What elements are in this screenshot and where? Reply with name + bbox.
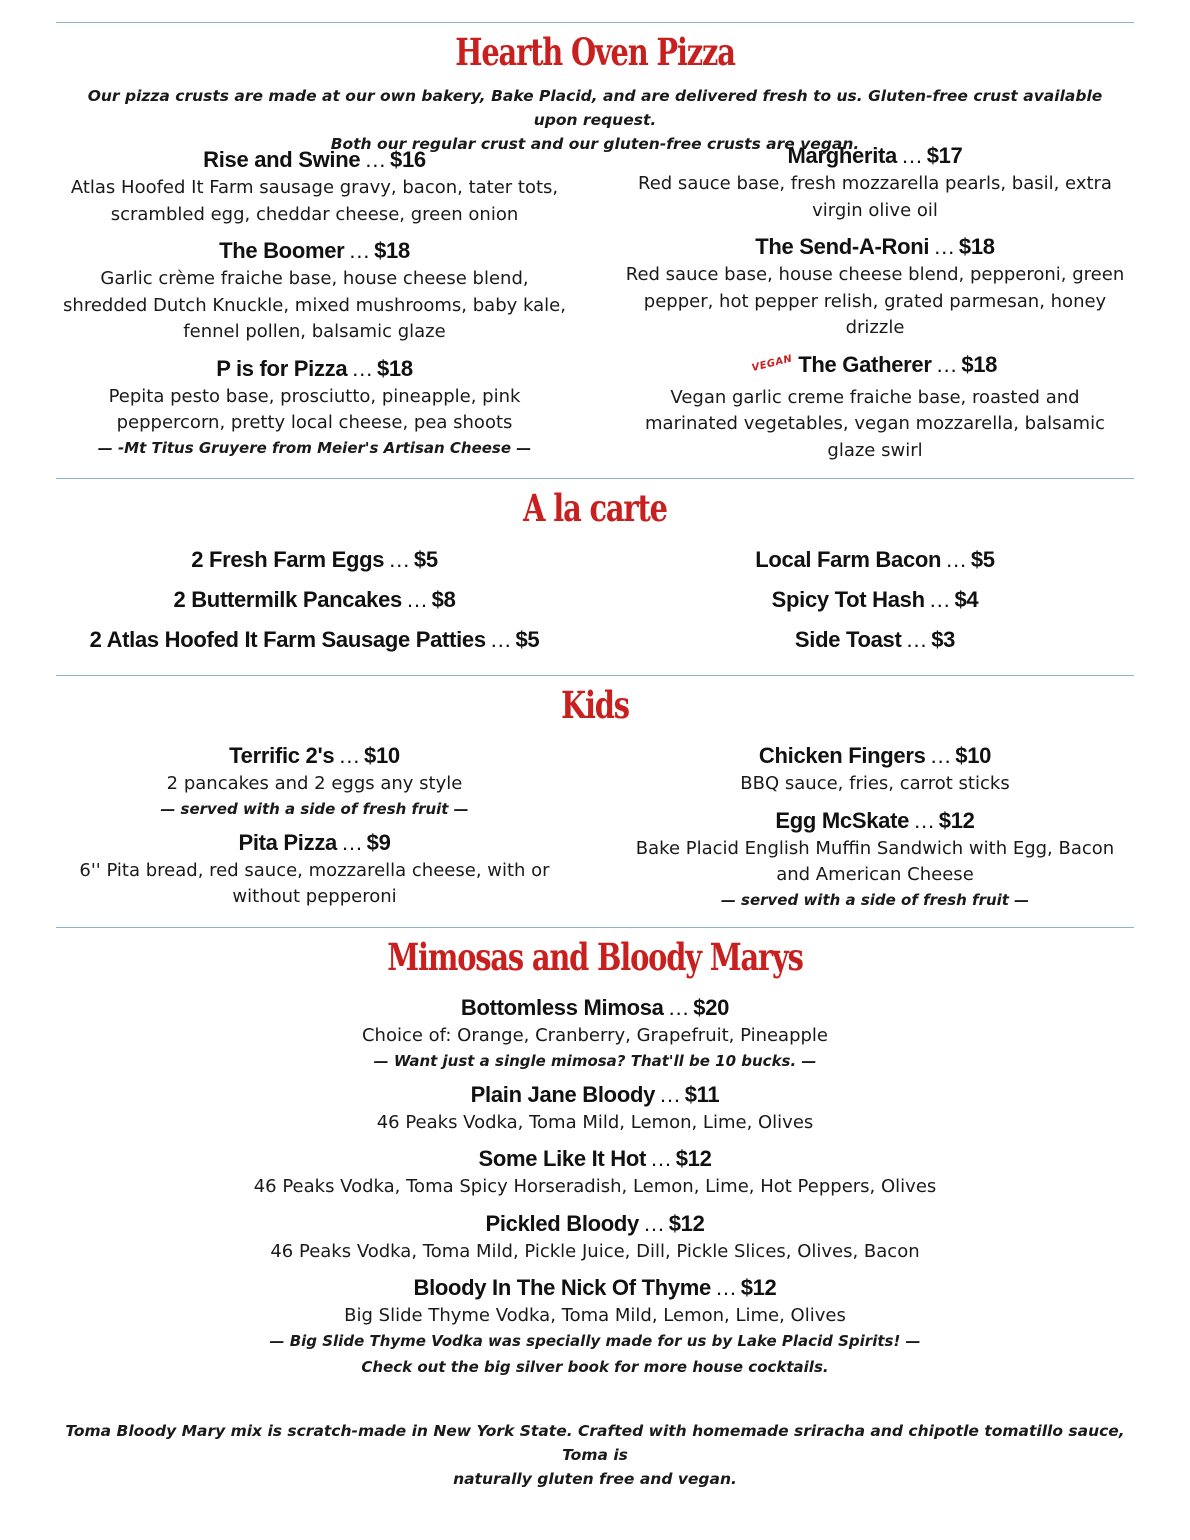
item-name: Plain Jane Bloody: [470, 1081, 656, 1107]
section-title-kids: Kids: [561, 683, 629, 727]
alacarte-item: [625, 540, 1125, 580]
item-price: $8: [431, 587, 456, 612]
section-title-pizza: Hearth Oven Pizza: [455, 30, 735, 74]
menu-item: [60, 1273, 1130, 1378]
price-separator: …: [650, 1146, 672, 1171]
item-description: Vegan garlic creme fraiche base, roasted and marinated vegetables, vegan mozzarella, balsamic glaze swirl: [645, 386, 1105, 461]
menu-item: [625, 350, 1125, 465]
price-separator: …: [928, 587, 951, 612]
item-description: 6'' Pita bread, red sauce, mozzarella cheese, with or without pepperoni: [79, 859, 550, 907]
divider: [56, 675, 1134, 676]
item-name: Rise and Swine: [203, 147, 361, 172]
item-name: Terrific 2's: [229, 743, 335, 768]
item-note: — Want just a single mimosa? That'll be 10 bucks. —: [373, 1051, 817, 1070]
item-name: Side Toast: [794, 627, 902, 652]
alacarte-item: [62, 620, 567, 660]
divider: [56, 478, 1134, 479]
divider: [56, 927, 1134, 928]
price-separator: …: [348, 238, 371, 263]
price-separator: …: [935, 351, 958, 377]
item-description: Big Slide Thyme Vodka, Toma Mild, Lemon, Lime, Olives: [344, 1305, 846, 1326]
price-separator: …: [945, 547, 967, 572]
item-description: Bake Placid English Muffin Sandwich with Egg, Bacon and American Cheese: [635, 837, 1115, 885]
item-name: 2 Atlas Hoofed It Farm Sausage Patties: [89, 627, 486, 652]
item-price: $12: [938, 807, 975, 833]
section-title-drinks: Mimosas and Bloody Marys: [387, 935, 803, 979]
price-separator: …: [659, 1081, 681, 1107]
footnote-line1: Toma Bloody Mary mix is scratch-made in New York State. Crafted with homemade sriracha and chipotle tomatillo sauce, Toma is: [65, 1422, 1125, 1464]
pizza-intro-line1: Our pizza crusts are made at our own bakery, Bake Placid, and are delivered fresh to us. Gluten-free crust available upon request.: [87, 87, 1103, 129]
menu-item: [625, 806, 1125, 911]
item-price: $11: [684, 1081, 720, 1107]
price-separator: …: [933, 234, 955, 259]
toma-footnote: [60, 1419, 1130, 1491]
price-separator: …: [364, 147, 387, 172]
item-name: Margherita: [787, 143, 897, 168]
item-description: Atlas Hoofed It Farm sausage gravy, bacon, tater tots, scrambled egg, cheddar cheese, green onion: [70, 177, 559, 225]
menu-item: [62, 145, 567, 228]
item-price: $10: [955, 743, 992, 768]
item-price: $18: [374, 238, 410, 263]
price-separator: …: [913, 807, 935, 833]
item-price: $10: [364, 743, 400, 768]
price-separator: …: [714, 1275, 737, 1300]
alacarte-item: [625, 620, 1125, 660]
price-separator: …: [388, 547, 410, 572]
menu-item: [62, 236, 567, 346]
item-name: Bloody In The Nick Of Thyme: [413, 1275, 711, 1300]
item-name: The Boomer: [219, 238, 345, 263]
item-price: $18: [961, 351, 998, 377]
item-name: The Gatherer: [798, 351, 932, 377]
item-name: 2 Fresh Farm Eggs: [191, 547, 385, 572]
item-description: Garlic crème fraiche base, house cheese blend, shredded Dutch Knuckle, mixed mushrooms, baby kale, fennel pollen, balsamic glaze: [63, 268, 566, 342]
price-separator: …: [643, 1210, 665, 1236]
item-description: BBQ sauce, fries, carrot sticks: [740, 773, 1010, 794]
item-price: $12: [675, 1146, 712, 1171]
item-name: Some Like It Hot: [478, 1146, 647, 1171]
item-price: $17: [926, 143, 963, 168]
kids-left-column: [62, 741, 567, 919]
price-separator: …: [405, 587, 428, 612]
item-note: — Big Slide Thyme Vodka was specially made for us by Lake Placid Spirits! —: [269, 1331, 921, 1350]
menu-item: [60, 1080, 1130, 1137]
item-name: 2 Buttermilk Pancakes: [173, 587, 402, 612]
item-price: $4: [954, 587, 979, 612]
item-price: $12: [740, 1275, 777, 1300]
pizza-right-column: [625, 141, 1125, 472]
item-note: — served with a side of fresh fruit —: [720, 890, 1030, 909]
price-separator: …: [338, 743, 361, 768]
item-price: $18: [958, 234, 995, 259]
item-description: 46 Peaks Vodka, Toma Mild, Pickle Juice, Dill, Pickle Slices, Olives, Bacon: [270, 1240, 920, 1262]
price-separator: …: [667, 995, 690, 1020]
divider: [56, 22, 1134, 23]
footnote-line2: naturally gluten free and vegan.: [453, 1470, 737, 1488]
item-description: 46 Peaks Vodka, Toma Spicy Horseradish, Lemon, Lime, Hot Peppers, Olives: [253, 1176, 937, 1197]
item-price: $5: [970, 547, 995, 572]
menu-item: [625, 141, 1125, 224]
item-price: $9: [366, 829, 391, 855]
item-description: Pepita pesto base, prosciutto, pineapple, pink peppercorn, pretty local cheese, pea shoots: [108, 385, 521, 433]
menu-item: [62, 828, 567, 911]
item-name: The Send-A-Roni: [755, 234, 930, 259]
item-price: $18: [377, 355, 413, 381]
item-price: $12: [668, 1210, 705, 1236]
pizza-intro-line2: Both our regular crust and our gluten-free crusts are vegan.: [330, 135, 860, 153]
pizza-left-column: [62, 145, 567, 467]
price-separator: …: [489, 627, 512, 652]
item-name: Chicken Fingers: [758, 743, 926, 768]
alacarte-item: [625, 580, 1125, 620]
item-name: Spicy Tot Hash: [771, 587, 925, 612]
price-separator: …: [905, 627, 928, 652]
menu-item: [60, 1209, 1130, 1266]
alacarte-left-column: [62, 540, 567, 660]
item-name: Egg McSkate: [775, 807, 910, 833]
alacarte-item: [62, 540, 567, 580]
item-description: Red sauce base, fresh mozzarella pearls, basil, extra virgin olive oil: [638, 173, 1112, 221]
item-description: Choice of: Orange, Cranberry, Grapefruit, Pineapple: [361, 1025, 829, 1046]
item-note: — served with a side of fresh fruit —: [160, 799, 469, 818]
item-name: Pita Pizza: [238, 829, 337, 855]
drinks-list: [60, 993, 1130, 1386]
price-separator: …: [351, 355, 373, 381]
menu-item: [60, 1144, 1130, 1201]
alacarte-item: [62, 580, 567, 620]
item-price: $20: [693, 995, 730, 1020]
alacarte-right-column: [625, 540, 1125, 660]
section-title-alacarte: A la carte: [523, 486, 667, 530]
menu-item: [62, 354, 567, 459]
item-price: $16: [390, 147, 426, 172]
price-separator: …: [900, 143, 923, 168]
item-description: 2 pancakes and 2 eggs any style: [166, 773, 463, 794]
item-note: — -Mt Titus Gruyere from Meier's Artisan Cheese —: [97, 438, 532, 457]
menu-item: [60, 993, 1130, 1072]
item-name: Local Farm Bacon: [755, 547, 942, 572]
item-price: $3: [931, 627, 956, 652]
item-description: Red sauce base, house cheese blend, pepperoni, green pepper, hot pepper relish, grated parmesan, honey drizzle: [625, 264, 1125, 338]
item-price: $5: [515, 627, 540, 652]
menu-item: [625, 232, 1125, 342]
item-price: $5: [413, 547, 438, 572]
item-description: 46 Peaks Vodka, Toma Mild, Lemon, Lime, Olives: [376, 1111, 814, 1133]
menu-item: [62, 741, 567, 820]
price-separator: …: [929, 743, 952, 768]
item-name: P is for Pizza: [216, 355, 348, 381]
vegan-tag: VEGAN: [750, 352, 794, 374]
kids-right-column: [625, 741, 1125, 919]
menu-item: [625, 741, 1125, 798]
item-name: Bottomless Mimosa: [460, 995, 664, 1020]
price-separator: …: [340, 829, 363, 855]
house-cocktails-note: Check out the big silver book for more house cocktails.: [361, 1357, 829, 1376]
item-name: Pickled Bloody: [485, 1210, 639, 1236]
